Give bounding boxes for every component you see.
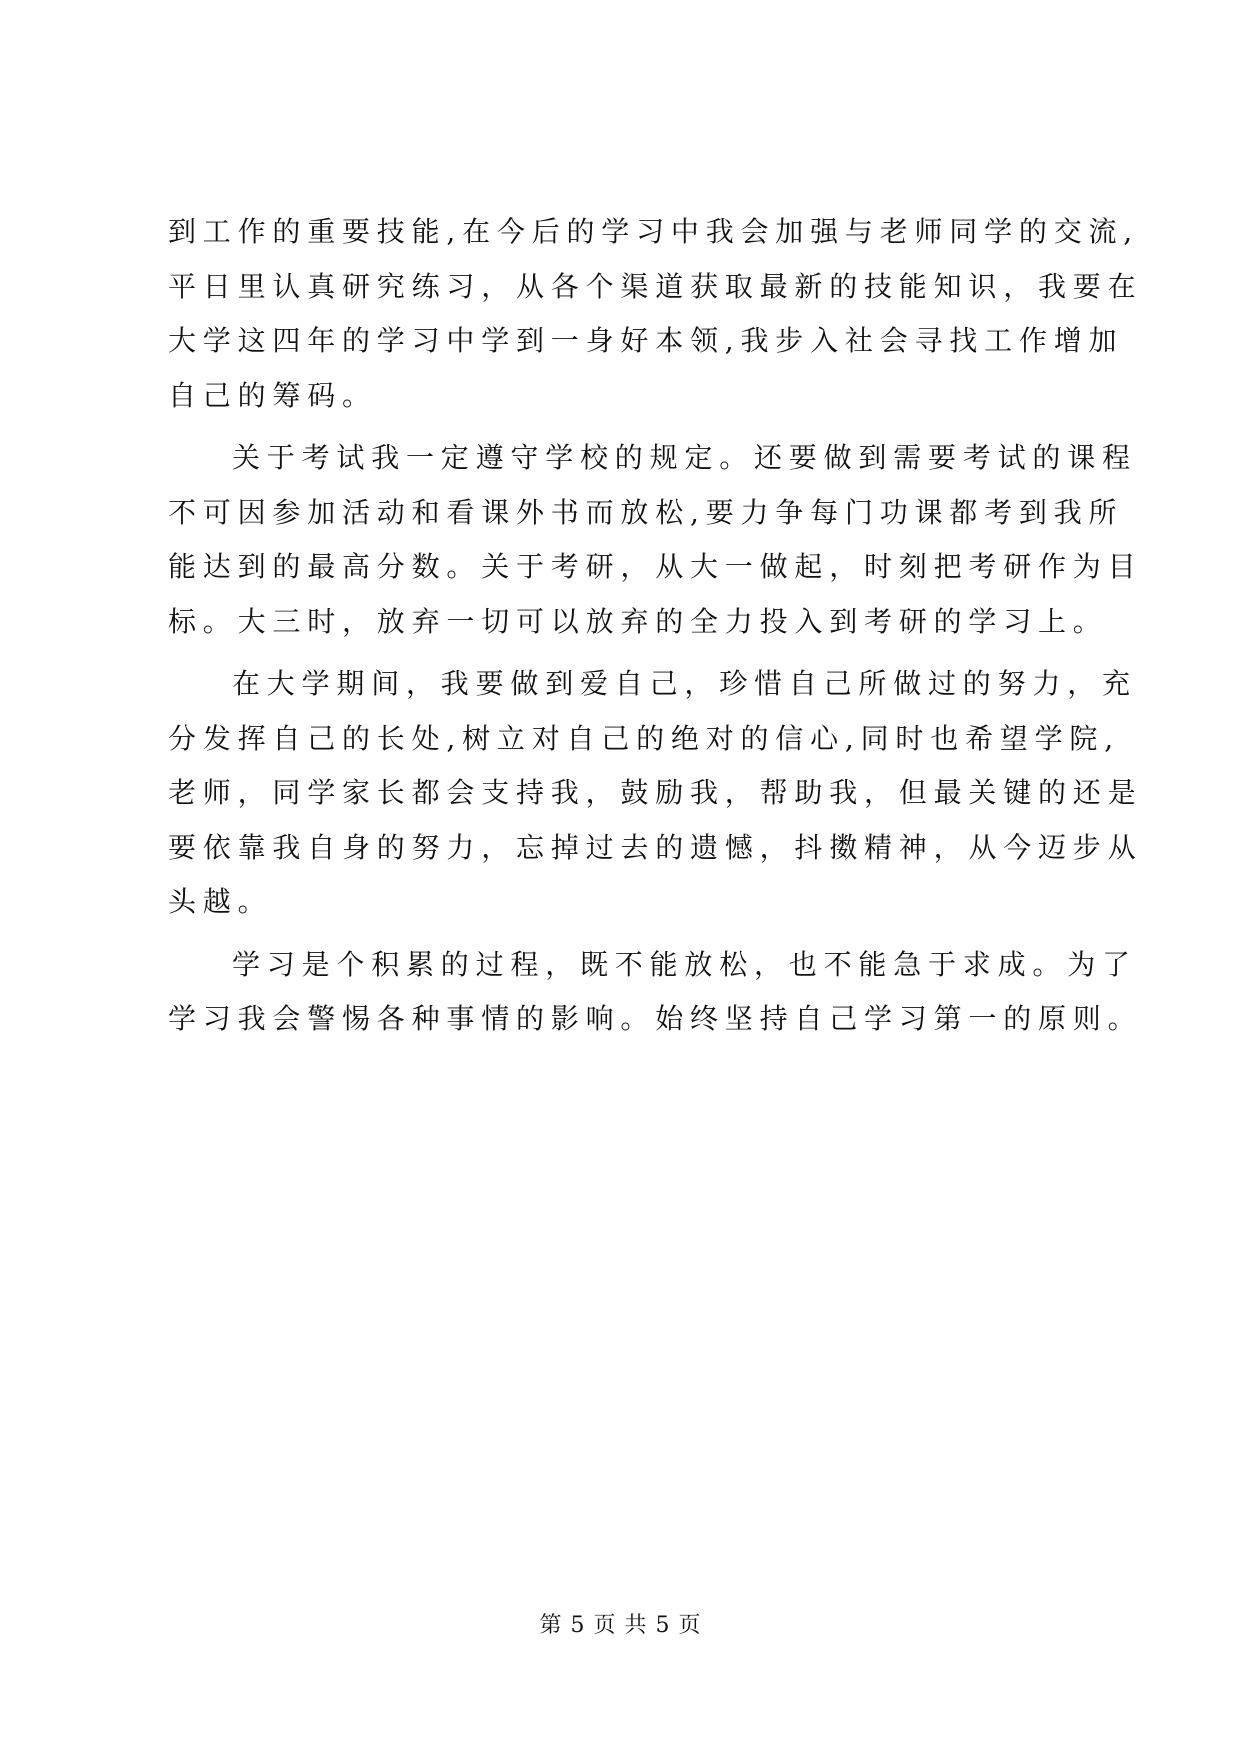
paragraph-line: 大学这四年的学习中学到一身好本领,我步入社会寻找工作增加	[168, 324, 1124, 357]
paragraph-line: 学习我会警惕各种事情的影响。始终坚持自己学习第一的原则。	[168, 1002, 1143, 1035]
paragraph-line: 老师，同学家长都会支持我，鼓励我，帮助我，但最关键的还是	[168, 776, 1143, 809]
paragraph-first-line: 关于考试我一定遵守学校的规定。还要做到需要考试的课程	[232, 441, 1137, 474]
paragraph-line: 头越。	[168, 885, 273, 918]
paragraph-line: 标。大三时，放弃一切可以放弃的全力投入到考研的学习上。	[168, 604, 1108, 638]
document-body	[168, 205, 1143, 1047]
paragraph-line: 自己的筹码。	[168, 378, 377, 412]
paragraph-line: 平日里认真研究练习，从各个渠道获取最新的技能知识，我要在	[168, 269, 1143, 303]
page-number-footer: 第 5 页 共 5 页	[539, 1613, 702, 1638]
paragraph-line: 不可因参加活动和看课外书而放松,要力争每门功课都考到我所	[168, 495, 1124, 529]
paragraph-line: 能达到的最高分数。关于考研，从大一做起，时刻把考研作为目	[168, 550, 1143, 583]
paragraph-first-line: 学习是个积累的过程，既不能放松，也不能急于求成。为了	[232, 947, 1137, 981]
paragraph-line: 到工作的重要技能,在今后的学习中我会加强与老师同学的交流,	[168, 215, 1140, 248]
paragraph-first-line: 在大学期间，我要做到爱自己，珍惜自己所做过的努力，充	[232, 667, 1137, 700]
paragraph-line: 要依靠我自身的努力，忘掉过去的遗憾，抖擞精神，从今迈步从	[168, 830, 1143, 864]
paragraph-line: 分发挥自己的长处,树立对自己的绝对的信心,同时也希望学院,	[168, 721, 1120, 755]
